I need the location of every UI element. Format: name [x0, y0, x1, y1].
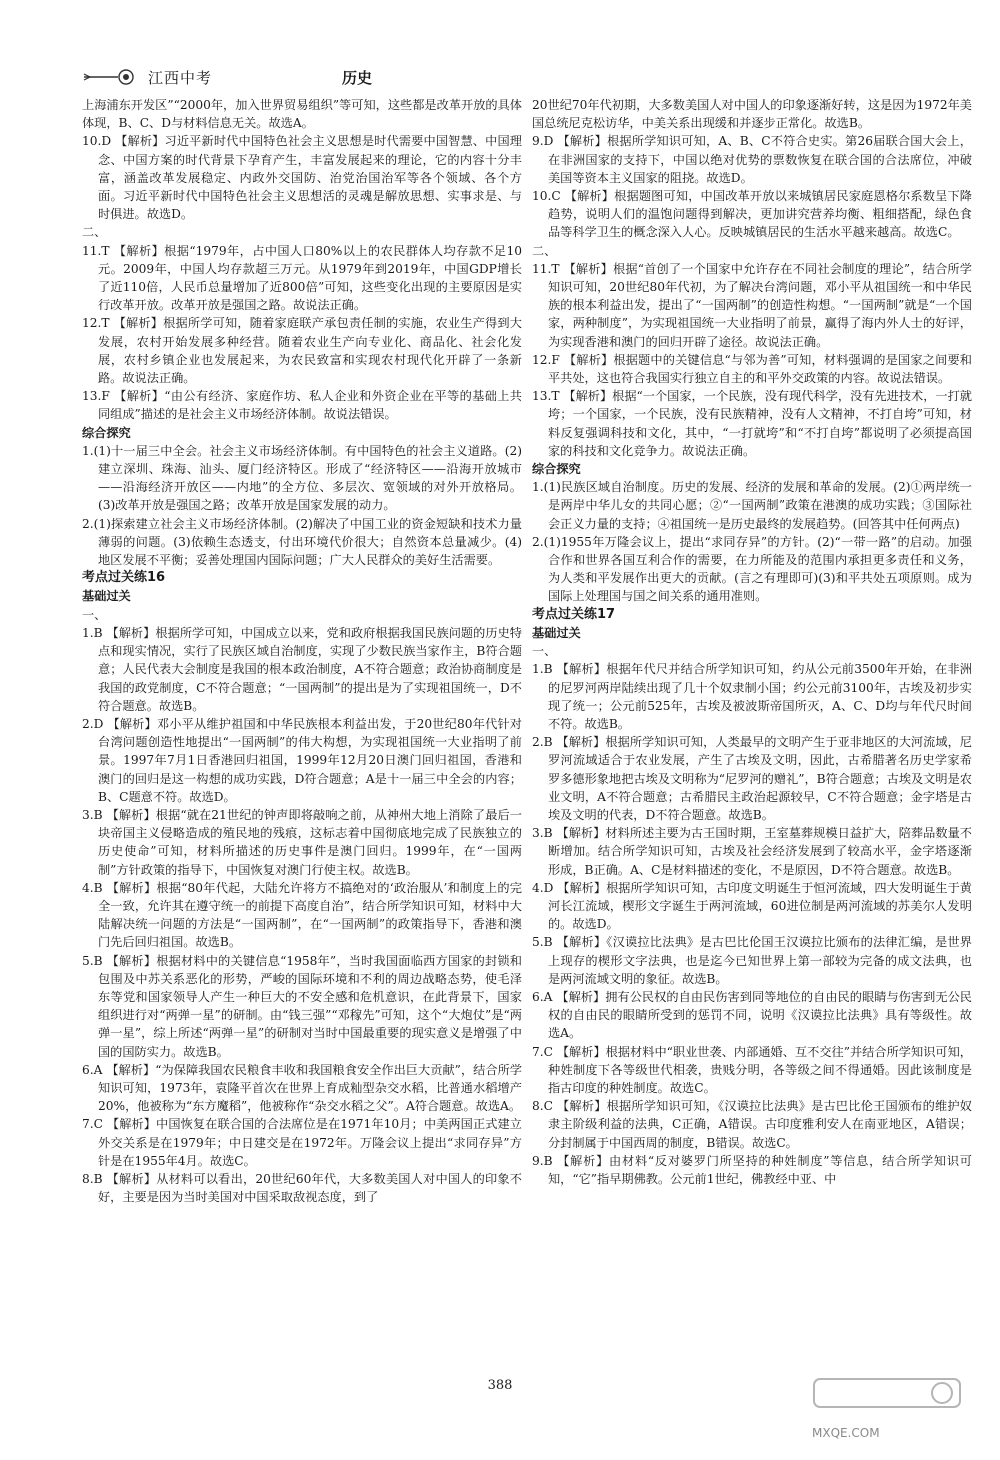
watermark-text: MXQE.COM	[812, 1426, 880, 1440]
page-number: 388	[487, 1378, 513, 1393]
answer-paragraph: 3.B 【解析】根据“就在21世纪的钟声即将敲响之前，从神州大地上消除了最后一块帝国主义侵略造成的殖民地的残痕，这标志着中国彻底地完成了民族独立的历史使命”可知，材料所描述的历史事件是澳门回归。1999年，在“一国两制”方针政策的指导下，中国恢复对澳门行使主权。故选B。	[82, 807, 522, 877]
answer-paragraph: 2.(1)探索建立社会主义市场经济体制。(2)解决了中国工业的资金短缺和技术力量薄弱的问题。(3)依赖生态透支，付出环境代价很大；自然资本总量减少。(4)地区发展不平衡；妥善处理国内国际问题；广大人民群众的美好生活需要。	[82, 516, 522, 568]
section-heading: 基础过关	[532, 625, 581, 640]
answer-paragraph: 1.(1)十一届三中全会。社会主义市场经济体制。有中国特色的社会主义道路。(2)建立深圳、珠海、汕头、厦门经济特区。形成了“经济特区——沿海开放城市——沿海经济开放区——内地”的全方位、多层次、宽领域的对外开放格局。(3)改革开放是强国之路；改革开放是国家发展的动力。	[82, 443, 522, 513]
answer-paragraph: 1.B 【解析】根据年代尺并结合所学知识可知，约从公元前3500年开始，在非洲的尼罗河两岸陆续出现了几十个奴隶制小国；约公元前3100年，古埃及初步实现了统一；公元前525年，古埃及被波斯帝国所灭，A、C、D均与年代尺时间不符。故选B。	[532, 662, 972, 731]
answer-paragraph: 7.C 【解析】中国恢复在联合国的合法席位是在1971年10月；中美两国正式建立外交关系是在1979年；中日建交是在1972年。万隆会议上提出“求同存异”方针是在1955年4月。故选C。	[82, 1117, 522, 1168]
answer-paragraph: 11.T 【解析】根据“首创了一个国家中允许存在不同社会制度的理论”，结合所学知识可知，20世纪80年代初，为了解决台湾问题，邓小平从祖国统一和中华民族的根本利益出发，提出了“一国两制”的创造性构想。“一国两制”就是“一个国家，两种制度”，为实现祖国统一大业指明了前景，赢得了海内外人士的好评，为实现香港和澳门的回归开辟了途径。故说法正确。	[532, 261, 972, 349]
section-heading: 综合探究	[82, 425, 131, 440]
answer-paragraph: 12.F 【解析】根据题中的关键信息“与邻为善”可知，材料强调的是国家之间要和平共处，这也符合我国实行独立自主的和平外交政策的内容。故说法错误。	[532, 352, 972, 386]
page-header	[82, 60, 962, 94]
answer-paragraph: 20世纪70年代初期，大多数美国人对中国人的印象逐渐好转，这是因为1972年美国总统尼克松访华，中美关系出现缓和并逐步正常化。故选B。	[532, 98, 972, 131]
left-column	[82, 96, 522, 1206]
answer-paragraph: 1.(1)民族区域自治制度。历史的发展、经济的发展和革命的发展。(2)①两岸统一是两岸中华儿女的共同心愿；②“一国两制”政策在港澳的成功实践；③国际社会正义力量的支持；④祖国统一是历史最终的发展趋势。(回答其中任何两点)	[532, 480, 972, 531]
answer-paragraph: 3.B 【解析】材料所述主要为古王国时期，王室墓葬规模日益扩大，陪葬品数量不断增加。结合所学知识可知，古埃及社会经济发展到了较高水平，金字塔逐渐形成，B正确。A、C是材料描述的变化，不是原因，D不符合题意。故选B。	[532, 826, 972, 877]
answer-paragraph: 8.B 【解析】从材料可以看出，20世纪60年代，大多数美国人对中国人的印象不好，主要是因为当时美国对中国采取敌视态度，到了	[82, 1171, 522, 1205]
section-marker: 二、	[532, 243, 557, 258]
answer-paragraph: 10.C 【解析】根据题图可知，中国改革开放以来城镇居民家庭恩格尔系数呈下降趋势，说明人们的温饱问题得到解决，更加讲究营养均衡、粗细搭配，绿色食品等科学卫生的概念深入人心。反映城镇居民的生活水平越来越高。故选C。	[532, 189, 972, 240]
right-column	[532, 96, 972, 1188]
answer-paragraph: 8.C 【解析】根据所学知识可知，《汉谟拉比法典》是古巴比伦王国颁布的维护奴隶主阶级利益的法典，C正确，A错误。古印度雅利安人在南亚地区，A错误；分封制属于中国西周的制度，B错误。故选C。	[532, 1099, 972, 1150]
section-heading: 基础过关	[82, 589, 131, 604]
header-logo-icon	[82, 68, 140, 86]
answer-paragraph: 4.D 【解析】根据所学知识可知，古印度文明诞生于恒河流域，四大发明诞生于黄河长江流域，楔形文字诞生于两河流域，60进位制是两河流域的苏美尔人发明的。故选D。	[532, 880, 972, 932]
answer-paragraph: 2.B 【解析】根据所学知识可知，人类最早的文明产生于亚非地区的大河流域，尼罗河流域适合于农业发展，产生了古埃及文明，因此，古希腊著名历史学家希罗多德形象地把古埃及文明称为“尼罗河的赠礼”，B符合题意；古埃及文明是农业文明，A不符合题意；古希腊民主政治起源较早，C不符合题意；金字塔是古埃及文明的代表，D不符合题意。故选B。	[532, 735, 972, 822]
answer-paragraph: 13.F 【解析】“由公有经济、家庭作坊、私人企业和外资企业在平等的基础上共同组成”描述的是社会主义市场经济体制。故说法错误。	[82, 389, 522, 422]
answer-paragraph: 6.A 【解析】“为保障我国农民粮食丰收和我国粮食安全作出巨大贡献”，结合所学知识可知，1973年，袁隆平首次在世界上育成籼型杂交水稻，比普通水稻增产20%，他被称为“东方魔稻”，他被称作“杂交水稻之父”。A符合题意。故选A。	[82, 1062, 522, 1114]
answer-paragraph: 11.T 【解析】根据“1979年，占中国人口80%以上的农民群体人均存款不足10元。2009年，中国人均存款超三万元。从1979年到2019年，中国GDP增长了近110倍，人民币总量增加了近800倍”可知，这些变化出现的主要原因是实行改革开放。改革开放是强国之路。故说法正确。	[82, 243, 522, 313]
answer-paragraph: 9.B 【解析】由材料“反对婆罗门所坚持的种姓制度”等信息，结合所学知识可知，“它”指早期佛教。公元前1世纪，佛教经中亚、中	[532, 1153, 972, 1186]
answer-paragraph: 2.D 【解析】邓小平从维护祖国和中华民族根本利益出发，于20世纪80年代针对台湾问题创造性地提出“一国两制”的伟大构想，为实现祖国统一大业指明了前景。1997年7月1日香港回归祖国，1999年12月20日澳门回归祖国，香港和澳门的回归是这一构想的成功实践，D符合题意；A是十一届三中全会的内容；B、C题意不符。故选D。	[82, 716, 522, 804]
answer-paragraph: 1.B 【解析】根据所学可知，中国成立以来，党和政府根据我国民族问题的历史特点和现实情况，实行了民族区域自治制度，实现了少数民族当家作主，B符合题意；人民代表大会制度是我国的根本政治制度，A不符合题意；政治协商制度是我国的政党制度，C不符合题意；“一国两制”的提出是为了实现祖国统一，D不符合题意。故选B。	[82, 625, 522, 713]
answer-paragraph: 上海浦东开发区”“2000年，加入世界贸易组织”等可知，这些都是改革开放的具体体现，B、C、D与材料信息无关。故选A。	[82, 98, 522, 131]
section-marker: 二、	[82, 225, 107, 240]
section-title: 考点过关练17	[532, 606, 616, 622]
section-title: 考点过关练16	[82, 570, 166, 586]
watermark-logo-icon	[812, 1375, 962, 1423]
answer-paragraph: 4.B 【解析】根据“80年代起，大陆允许将方不搞绝对的‘政治服从’和制度上的完全一致，允许其在遵守统一的前提下高度自治”，结合所学知识可知，材料中大陆解决统一问题的方法是“一国两制”，在“一国两制”的政策指导下，香港和澳门先后回归祖国。故选B。	[82, 880, 522, 950]
answer-paragraph: 5.B 【解析】根据材料中的关键信息“1958年”，当时我国面临西方国家的封锁和包围及中苏关系恶化的形势，严峻的国际环境和不利的周边战略态势，使毛泽东等党和国家领导人产生一种巨大的不安全感和危机意识，在此背景下，国家组织进行对“两弹一星”的研制。由“钱三强”“邓稼先”可知，这个“大炮仗”是“两弹一星”，综上所述“两弹一星”的研制对当时中国最重要的现实意义是增强了中国的国防实力。故选B。	[82, 953, 522, 1059]
answer-paragraph: 6.A 【解析】拥有公民权的自由民伤害到同等地位的自由民的眼睛与伤害到无公民权的自由民的眼睛所受到的惩罚不同，说明《汉谟拉比法典》具有等级性。故选A。	[532, 989, 972, 1041]
section-heading: 综合探究	[532, 462, 581, 477]
answer-paragraph: 13.T 【解析】根据“一个国家，一个民族，没有现代科学，没有先进技术，一打就垮；一个国家，一个民族，没有民族精神，没有人文精神，不打自垮”可知，材料反复强调科技和文化，其中，“一打就垮”和“不打自垮”都说明了必须提高国家的科技和文化竞争力。故说法正确。	[532, 389, 972, 458]
answer-paragraph: 12.T 【解析】根据所学可知，随着家庭联产承包责任制的实施，农业生产得到大发展，农村开始发展多种经营。随着农业生产向专业化、商品化、社会化发展，农村乡镇企业也发展起来，为农民致富和实现农村现代化开辟了一条新路。故说法正确。	[82, 316, 522, 386]
answer-paragraph: 2.(1)1955年万隆会议上，提出“求同存异”的方针。(2)“一带一路”的启动。加强合作和世界各国互利合作的需要，在力所能及的范围内承担更多责任和义务，为人类和平发展作出更大的贡献。(言之有理即可)(3)和平共处五项原则。成为国际上处理国与国之间关系的通用准则。	[532, 534, 972, 604]
header-title: 江西中考	[148, 68, 213, 87]
watermark	[812, 1375, 962, 1440]
section-marker: 一、	[82, 607, 107, 622]
answer-paragraph: 7.C 【解析】根据材料中“职业世袭、内部通婚、互不交往”并结合所学知识可知，种姓制度下各等级世代相袭，贵贱分明，各等级之间不得通婚。因此该制度是指古印度的种姓制度。故选C。	[532, 1044, 972, 1095]
answer-paragraph: 5.B 【解析】《汉谟拉比法典》是古巴比伦国王汉谟拉比颁布的法律汇编，是世界上现存的楔形文字法典，也是迄今已知世界上第一部较为完备的成文法典，也是两河流域文明的象征。故选B。	[532, 935, 972, 986]
answer-paragraph: 10.D 【解析】习近平新时代中国特色社会主义思想是时代需要中国智慧、中国理念、中国方案的时代背景下孕育产生，丰富发展起来的理论，它的内容十分丰富，涵盖改革发展稳定、内政外交国防、治党治国治军等各个领域、各个方面。习近平新时代中国特色社会主义思想活的灵魂是解放思想、实事求是、与时俱进。故选D。	[82, 134, 522, 222]
answer-paragraph: 9.D 【解析】根据所学知识可知，A、B、C不符合史实。第26届联合国大会上，在非洲国家的支持下，中国以绝对优势的票数恢复在联合国的合法席位，冲破美国等资本主义国家的阻挠。故选D。	[532, 134, 972, 185]
section-marker: 一、	[532, 644, 557, 659]
header-subject: 历史	[342, 68, 373, 87]
